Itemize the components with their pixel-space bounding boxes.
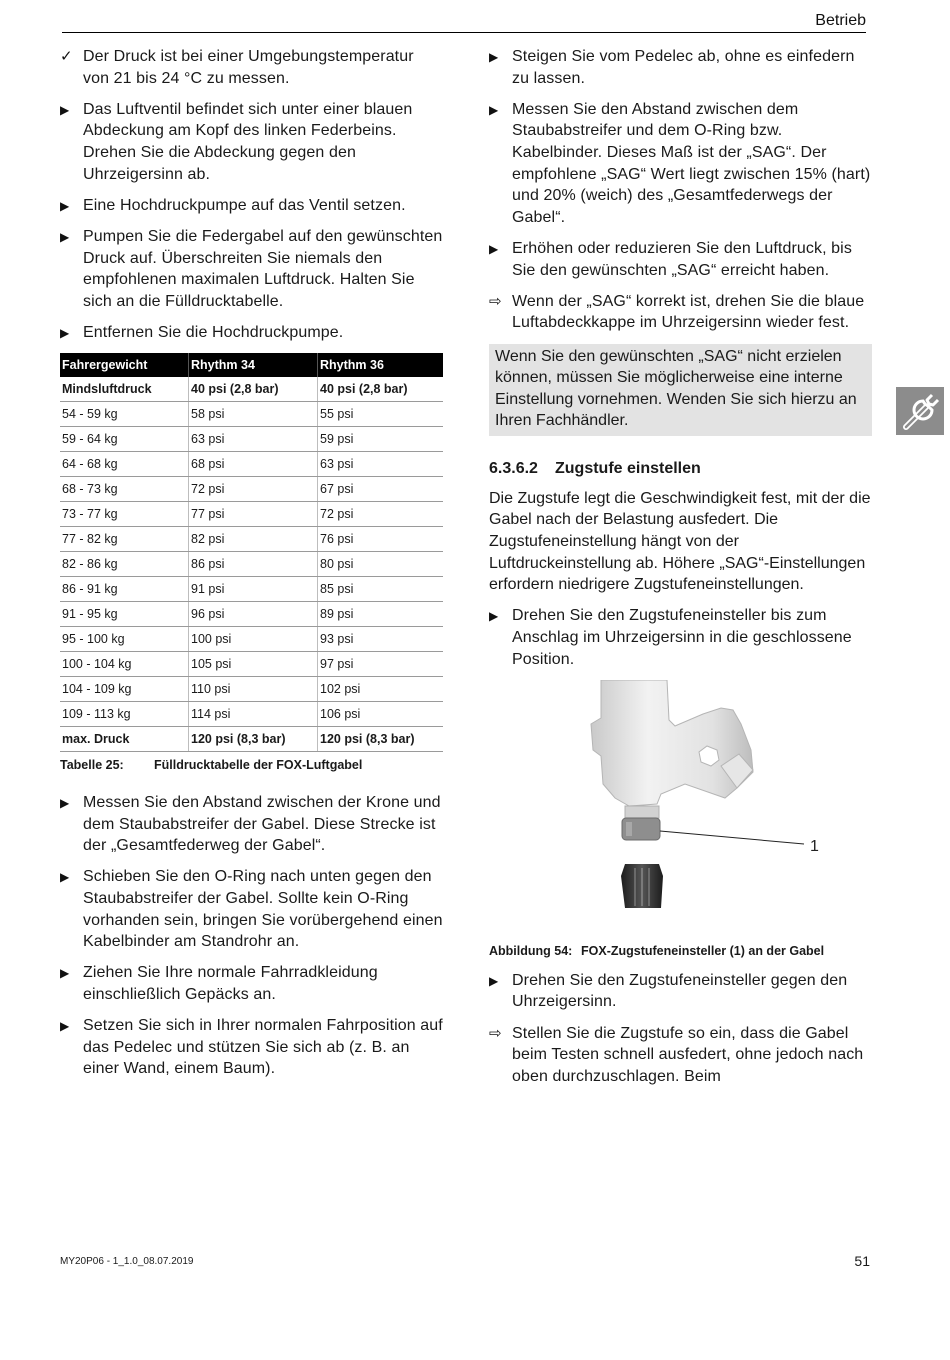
table-cell: 73 - 77 kg xyxy=(60,502,189,527)
header-rule xyxy=(62,32,866,33)
triangle-arrow-icon: ▶ xyxy=(60,796,70,811)
table-cell: 67 psi xyxy=(318,477,444,502)
table-cell: 91 psi xyxy=(189,577,318,602)
instruction-text: Schieben Sie den O-Ring nach unten gegen den Staubabstreifer der Gabel. Sollte kein O-Ring vorhanden sein, bringen Sie vorübergehend einen Kabelbinder am Standrohr an. xyxy=(83,868,443,951)
table-cell: 68 - 73 kg xyxy=(60,477,189,502)
check-icon: ✓ xyxy=(60,48,73,65)
table-cell: 85 psi xyxy=(318,577,444,602)
section-number: 6.3.6.2 xyxy=(489,459,538,477)
instruction-list-post-table xyxy=(60,792,444,1080)
table-cell: 106 psi xyxy=(318,702,444,727)
figure-rebound-adjuster xyxy=(489,680,872,944)
figure-caption-text: FOX-Zugstufeneinsteller (1) an der Gabel xyxy=(581,943,825,958)
table-row xyxy=(60,552,443,577)
table-cell: 63 psi xyxy=(189,427,318,452)
instruction-item xyxy=(489,99,872,229)
table-cell: 40 psi (2,8 bar) xyxy=(189,377,318,402)
table-cell: 97 psi xyxy=(318,652,444,677)
table-cell: 59 - 64 kg xyxy=(60,427,189,452)
instruction-list-top xyxy=(489,46,872,334)
section-paragraph: Die Zugstufe legt die Geschwindigkeit fest, mit der die Gabel nach der Belastung ausfedert. Die Zugstufeneinstellung hängt von der Luftdruckeinstellung ab. Höhere „SAG“-Einstellungen erfordern niedrigere Zugstufeneinstellungen. xyxy=(489,489,871,594)
fork-rebound-illustration xyxy=(489,680,872,944)
table-cell: 102 psi xyxy=(318,677,444,702)
wrench-icon xyxy=(896,387,944,435)
instruction-item xyxy=(60,792,444,857)
instruction-text: Pumpen Sie die Federgabel auf den gewünschten Druck auf. Überschreiten Sie niemals den empfohlenen maximalen Luftdruck. Halten Sie sich an die Fülldrucktabelle. xyxy=(83,227,443,310)
table-cell: 105 psi xyxy=(189,652,318,677)
table-row xyxy=(60,477,443,502)
instruction-text: Ziehen Sie Ihre normale Fahrradkleidung einschließlich Gepäcks an. xyxy=(83,964,378,1004)
figure-caption xyxy=(489,944,872,958)
result-arrow-icon: ⇨ xyxy=(489,292,502,310)
table-cell: 89 psi xyxy=(318,602,444,627)
column-header: Rhythm 36 xyxy=(318,353,444,377)
instruction-text: Eine Hochdruckpumpe auf das Ventil setzen. xyxy=(83,196,406,214)
instruction-item xyxy=(489,46,872,89)
table-cell: 54 - 59 kg xyxy=(60,402,189,427)
instruction-item xyxy=(60,226,444,312)
table-cell: 86 - 91 kg xyxy=(60,577,189,602)
table-cell: 59 psi xyxy=(318,427,444,452)
instruction-text: Setzen Sie sich in Ihrer normalen Fahrposition auf das Pedelec und stützen Sie sich ab (z. B. an einer Wand, einem Baum). xyxy=(83,1017,443,1078)
instruction-item xyxy=(60,322,444,344)
table-cell: 100 - 104 kg xyxy=(60,652,189,677)
table-cell: 76 psi xyxy=(318,527,444,552)
instruction-list-after-figure xyxy=(489,970,872,1088)
table-cell: 104 - 109 kg xyxy=(60,677,189,702)
figure-callout-number: 1 xyxy=(810,837,819,855)
footer-page-number: 51 xyxy=(854,1253,870,1269)
column-header: Rhythm 34 xyxy=(189,353,318,377)
instruction-item xyxy=(489,1023,872,1088)
table-caption xyxy=(60,758,444,772)
triangle-arrow-icon: ▶ xyxy=(60,198,70,213)
column-header: Fahrergewicht xyxy=(60,353,189,377)
table-cell: 58 psi xyxy=(189,402,318,427)
instruction-item xyxy=(60,195,444,217)
table-cell: 109 - 113 kg xyxy=(60,702,189,727)
triangle-arrow-icon: ▶ xyxy=(60,229,70,244)
table-cell: 80 psi xyxy=(318,552,444,577)
table-caption-text: Fülldrucktabelle der FOX-Luftgabel xyxy=(154,758,363,773)
table-row xyxy=(60,452,443,477)
table-row xyxy=(60,602,443,627)
table-cell: 63 psi xyxy=(318,452,444,477)
instruction-text: Drehen Sie den Zugstufeneinsteller bis zum Anschlag im Uhrzeigersinn in die geschlossene Position. xyxy=(512,607,852,668)
instruction-item xyxy=(60,962,444,1005)
triangle-arrow-icon: ▶ xyxy=(489,241,499,256)
table-cell: 68 psi xyxy=(189,452,318,477)
table-cell: 95 - 100 kg xyxy=(60,627,189,652)
instruction-before-figure xyxy=(489,605,872,670)
table-cell: 96 psi xyxy=(189,602,318,627)
table-row xyxy=(60,427,443,452)
table-row xyxy=(60,577,443,602)
table-row xyxy=(60,377,443,402)
table-row xyxy=(60,402,443,427)
figure-caption-number: Abbildung 54: xyxy=(489,943,573,958)
table-cell: 72 psi xyxy=(318,502,444,527)
instruction-item xyxy=(489,605,872,670)
table-header-row xyxy=(60,353,443,377)
instruction-item xyxy=(60,46,444,89)
triangle-arrow-icon: ▶ xyxy=(60,102,70,117)
table-cell: 100 psi xyxy=(189,627,318,652)
instruction-item xyxy=(489,238,872,281)
triangle-arrow-icon: ▶ xyxy=(489,50,499,64)
table-row xyxy=(60,727,443,752)
triangle-arrow-icon: ▶ xyxy=(60,1019,70,1034)
table-cell: 82 psi xyxy=(189,527,318,552)
table-cell: 55 psi xyxy=(318,402,444,427)
page-section-title: Betrieb xyxy=(815,12,866,29)
right-column xyxy=(489,46,872,1097)
instruction-text: Entfernen Sie die Hochdruckpumpe. xyxy=(83,323,344,341)
instruction-item xyxy=(489,291,872,334)
triangle-arrow-icon: ▶ xyxy=(489,973,499,988)
instruction-item xyxy=(60,99,444,185)
left-column xyxy=(60,46,444,1090)
table-cell: 114 psi xyxy=(189,702,318,727)
table-cell: 77 - 82 kg xyxy=(60,527,189,552)
table-caption-number: Tabelle 25: xyxy=(60,758,124,773)
triangle-arrow-icon: ▶ xyxy=(60,870,70,885)
instruction-list-pre-table xyxy=(60,46,444,344)
instruction-text: Das Luftventil befindet sich unter einer blauen Abdeckung am Kopf des linken Federbeins. Drehen Sie die Abdeckung gegen den Uhrzeigersinn ab. xyxy=(83,100,413,183)
instruction-text: Wenn der „SAG“ korrekt ist, drehen Sie die blaue Luftabdeckkappe im Uhrzeigersinn wieder fest. xyxy=(512,292,865,332)
table-cell: 110 psi xyxy=(189,677,318,702)
footer-document-id: MY20P06 - 1_1.0_08.07.2019 xyxy=(60,1256,194,1267)
instruction-item xyxy=(60,866,444,952)
triangle-arrow-icon: ▶ xyxy=(489,102,499,117)
table-cell: 77 psi xyxy=(189,502,318,527)
table-row xyxy=(60,502,443,527)
table-cell: Mindsluftdruck xyxy=(60,377,189,402)
instruction-item xyxy=(489,970,872,1013)
triangle-arrow-icon: ▶ xyxy=(60,966,70,981)
instruction-item xyxy=(60,1015,444,1080)
instruction-text: Stellen Sie die Zugstufe so ein, dass die Gabel beim Testen schnell ausfedert, ohne jedoch nach oben durchzuschlagen. Beim xyxy=(512,1024,864,1085)
table-row xyxy=(60,702,443,727)
section-title: Zugstufe einstellen xyxy=(555,459,701,477)
instruction-text: Der Druck ist bei einer Umgebungstemperatur von 21 bis 24 °C zu messen. xyxy=(83,48,414,87)
table-cell: 40 psi (2,8 bar) xyxy=(318,377,444,402)
fill-pressure-table xyxy=(60,353,443,752)
instruction-text: Messen Sie den Abstand zwischen der Krone und dem Staubabstreifer der Gabel. Diese Strecke ist der „Gesamtfederweg der Gabel“. xyxy=(83,794,441,855)
table-cell: 72 psi xyxy=(189,477,318,502)
table-cell: 120 psi (8,3 bar) xyxy=(189,727,318,752)
instruction-text: Steigen Sie vom Pedelec ab, ohne es einfedern zu lassen. xyxy=(512,48,855,87)
table-cell: 93 psi xyxy=(318,627,444,652)
table-row xyxy=(60,677,443,702)
table-cell: max. Druck xyxy=(60,727,189,752)
table-cell: 120 psi (8,3 bar) xyxy=(318,727,444,752)
note-box: Wenn Sie den gewünschten „SAG“ nicht erzielen können, müssen Sie möglicherweise eine interne Einstellung vornehmen. Wenden Sie sich hierzu an Ihren Fachhändler. xyxy=(489,344,872,436)
instruction-text: Messen Sie den Abstand zwischen dem Staubabstreifer und dem O-Ring bzw. Kabelbinder. Dieses Maß ist der „SAG“. Der empfohlene „SAG“ Wert liegt zwischen 15% (hart) und 20% (weich) des „Gesamtfederwegs der Gabel“. xyxy=(512,100,871,226)
table-cell: 91 - 95 kg xyxy=(60,602,189,627)
table-cell: 64 - 68 kg xyxy=(60,452,189,477)
table-row xyxy=(60,527,443,552)
table-row xyxy=(60,627,443,652)
table-cell: 86 psi xyxy=(189,552,318,577)
table-row xyxy=(60,652,443,677)
table-cell: 82 - 86 kg xyxy=(60,552,189,577)
instruction-text: Erhöhen oder reduzieren Sie den Luftdruck, bis Sie den gewünschten „SAG“ erreicht haben. xyxy=(512,239,852,279)
triangle-arrow-icon: ▶ xyxy=(60,325,70,340)
section-heading xyxy=(489,460,872,478)
triangle-arrow-icon: ▶ xyxy=(489,609,499,624)
result-arrow-icon: ⇨ xyxy=(489,1024,502,1042)
instruction-text: Drehen Sie den Zugstufeneinsteller gegen den Uhrzeigersinn. xyxy=(512,971,848,1011)
